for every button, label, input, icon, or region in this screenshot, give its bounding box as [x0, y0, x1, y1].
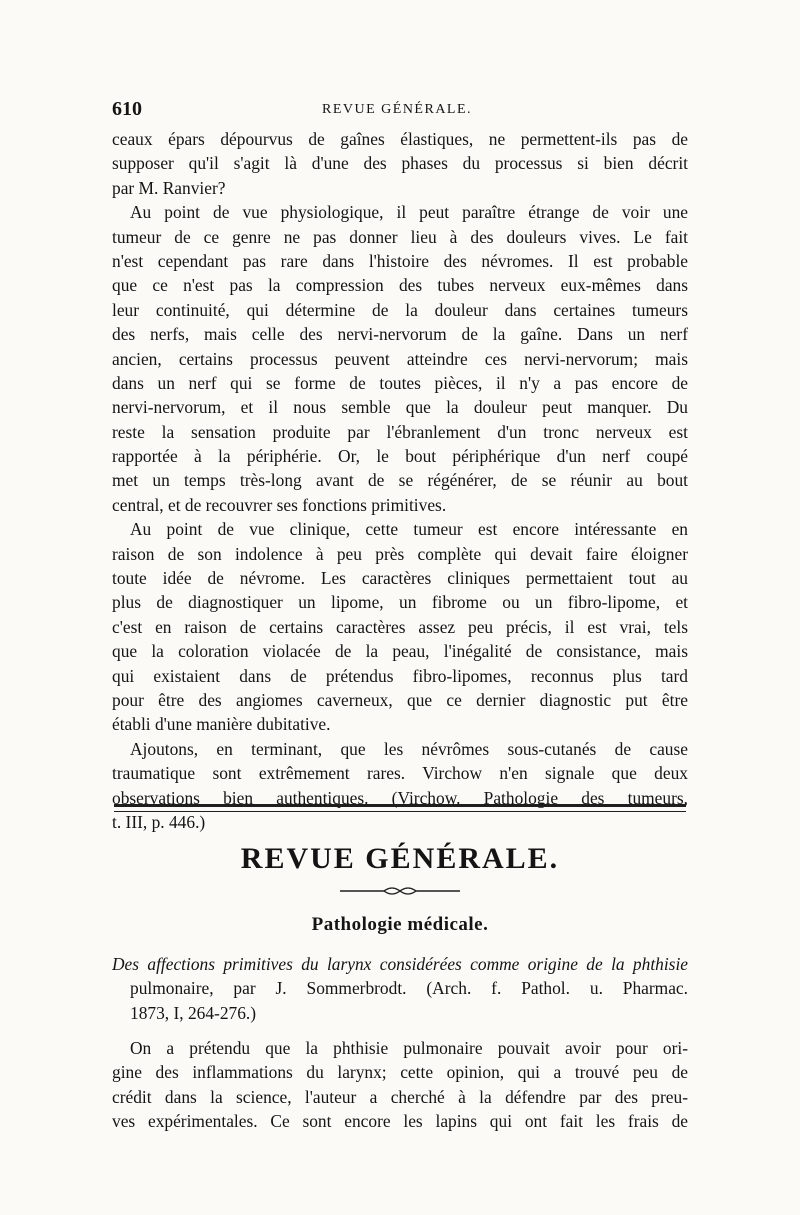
reference-line: pulmonaire, par J. Sommerbrodt. (Arch. f. Pathol. u. Pharmac.	[130, 978, 688, 999]
reference-line: Des affections primitives du larynx considérées comme origine de la phthisie	[112, 954, 688, 974]
text-line: que la coloration violacée de la peau, l'inégalité de consistance, mais	[112, 641, 688, 662]
subsection-title: Pathologie médicale.	[311, 914, 489, 935]
text-line: Au point de vue physiologique, il peut paraître étrange de voir une	[130, 202, 688, 223]
article-reference	[112, 952, 688, 1025]
text-line: des nerfs, mais celle des nervi-nervorum de la gaîne. Dans un nerf	[112, 324, 688, 345]
text-line: plus de diagnostiquer un lipome, un fibrome ou un fibro-lipome, et	[112, 592, 688, 613]
text-line: ceaux épars dépourvus de gaînes élastiques, ne permettent-ils pas de	[112, 129, 688, 149]
text-line: c'est en raison de certains caractères assez peu précis, il est vrai, tels	[112, 616, 688, 637]
article-body	[112, 1036, 688, 1134]
text-line: que ce n'est pas la compression des tubes nerveux eux-mêmes dans	[112, 275, 688, 296]
text-line: dans un nerf qui se forme de toutes pièces, il n'y a pas encore de	[112, 372, 688, 393]
text-line: toute idée de névrome. Les caractères cliniques permettaient tout au	[112, 568, 688, 589]
section-rule-thin	[114, 811, 686, 812]
running-head: REVUE GÉNÉRALE.	[322, 102, 473, 117]
section-title: REVUE GÉNÉRALE.	[240, 842, 560, 875]
text-line: observations bien authentiques. (Virchow. Pathologie des tumeurs,	[112, 787, 688, 808]
text-line: reste la sensation produite par l'ébranlement d'un tronc nerveux est	[112, 421, 688, 442]
ornament-divider	[340, 885, 460, 897]
text-line: On a prétendu que la phthisie pulmonaire pouvait avoir pour ori-	[130, 1038, 688, 1058]
text-line: leur continuité, qui détermine de la douleur dans certaines tumeurs	[112, 299, 688, 320]
reference-line: 1873, I, 264-276.)	[130, 1002, 257, 1023]
section-rule-thick	[114, 804, 686, 807]
text-line: central, et de recouvrer ses fonctions primitives.	[112, 494, 447, 515]
text-line: raison de son indolence à peu près complète qui devait faire éloigner	[112, 543, 688, 564]
text-line: Au point de vue clinique, cette tumeur est encore intéressante en	[130, 519, 688, 540]
article-continuation	[112, 127, 688, 834]
page-number: 610	[112, 98, 142, 120]
text-line: rapportée à la périphérie. Or, le bout périphérique d'un nerf coupé	[112, 446, 688, 467]
text-line: pour être des angiomes caverneux, que ce dernier diagnostic put être	[112, 689, 688, 710]
text-line: n'est cependant pas rare dans l'histoire des névromes. Il est probable	[112, 250, 688, 271]
text-line: gine des inflammations du larynx; cette opinion, qui a trouvé peu de	[112, 1062, 688, 1083]
text-line: tumeur de ce genre ne pas donner lieu à des douleurs vives. Le fait	[112, 226, 688, 247]
page-header	[112, 98, 688, 126]
text-line: t. III, p. 446.)	[112, 811, 206, 832]
text-line: supposer qu'il s'agit là d'une des phases du processus si bien décrit	[112, 153, 688, 174]
text-line: Ajoutons, en terminant, que les névrômes sous-cutanés de cause	[130, 738, 688, 759]
text-line: nervi-nervorum, et il nous semble que la douleur peut manquer. Du	[112, 397, 688, 418]
text-line: ves expérimentales. Ce sont encore les lapins qui ont fait les frais de	[112, 1111, 688, 1132]
text-line: met un temps très-long avant de se régénérer, de se réunir au bout	[112, 470, 688, 491]
text-line: établi d'une manière dubitative.	[112, 714, 331, 735]
text-line: par M. Ranvier?	[112, 177, 226, 198]
text-line: ancien, certains processus peuvent atteindre ces nervi-nervorum; mais	[112, 348, 688, 369]
text-line: traumatique sont extrêmement rares. Virchow n'en signale que deux	[112, 763, 688, 784]
text-line: crédit dans la science, l'auteur a cherché à la défendre par des preu-	[112, 1086, 688, 1107]
text-line: qui existaient dans de prétendus fibro-lipomes, reconnus plus tard	[112, 665, 688, 686]
